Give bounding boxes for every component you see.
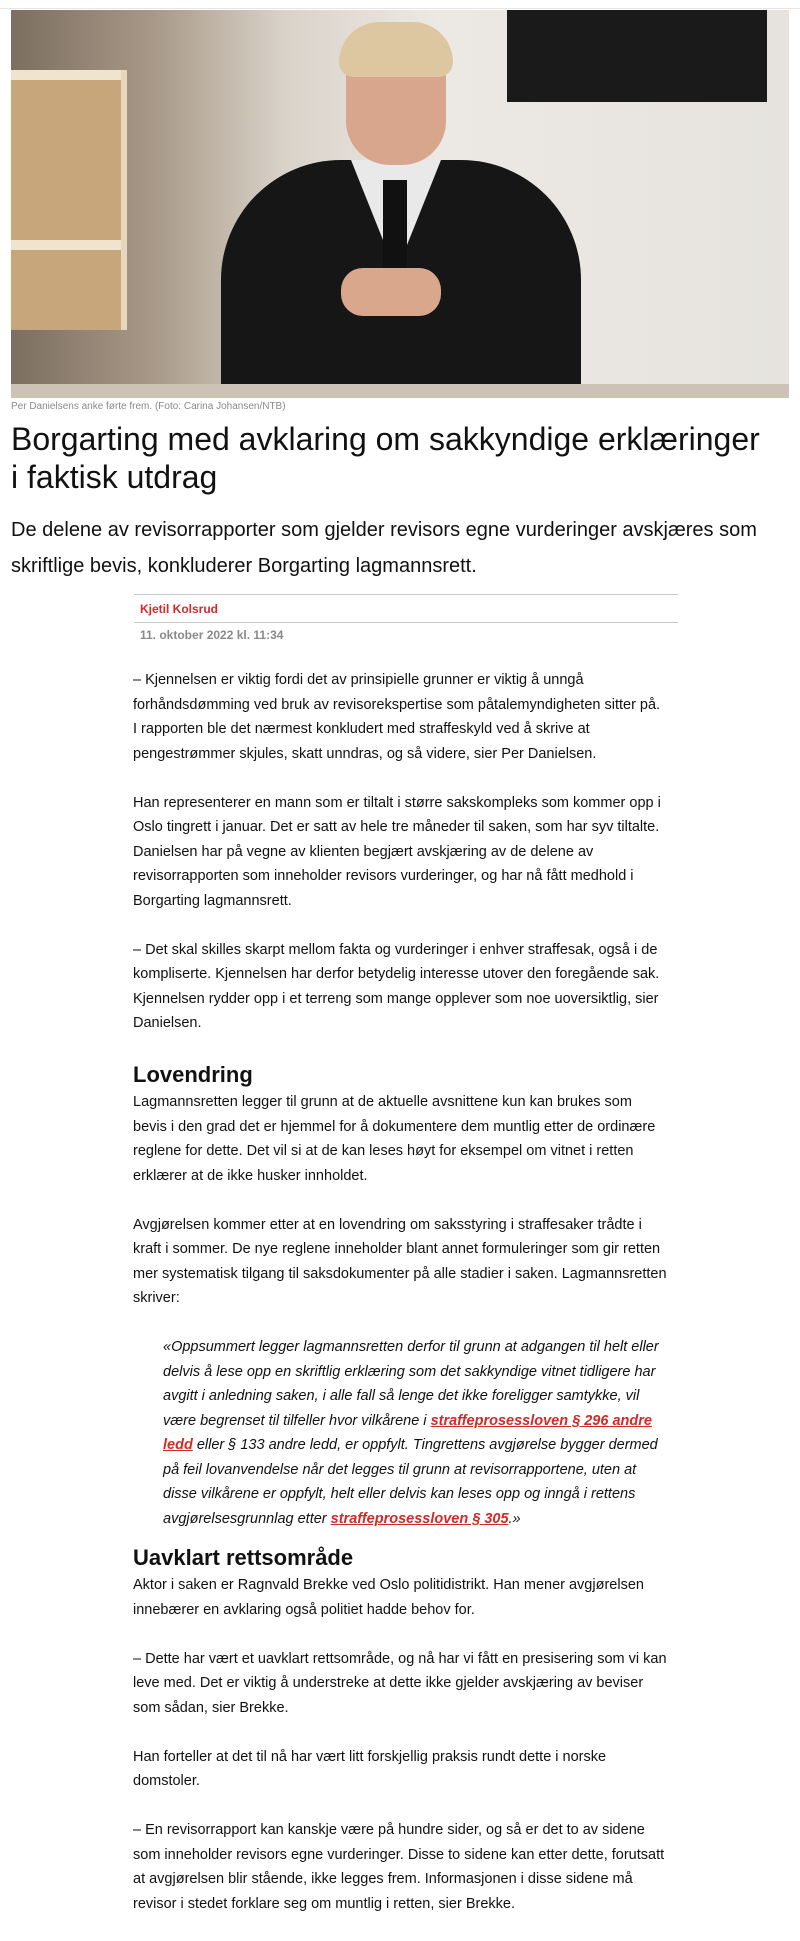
paragraph: Aktor i saken er Ragnvald Brekke ved Oslo politidistrikt. Han mener avgjørelsen innebærer en avklaring også politiet hadde behov for. bbox=[133, 1577, 644, 1618]
court-quote: «Oppsummert legger lagmannsretten derfor til grunn at adgangen til helt eller delvis å lese opp en skriftlig erklæring som det sakkyndige vitnet tidligere har avgitt i anledning saken, i alle fall så lenge det ikke foreligger samtykke, vil være begrenset til tilfeller hvor vilkårene i straffeprosessloven § 296 andre ledd eller § 133 andre ledd, er oppfylt. Tingrettens avgjørelse bygger dermed på feil lovanvendelse når det legges til grunn at revisorrapportene, uten at disse vilkårene er oppfylt, helt eller delvis kan leses opp og inngå i rettens avgjørelsesgrunnlag etter straffeprosessloven § 305.» bbox=[163, 1339, 659, 1527]
section-heading-uavklart: Uavklart rettsområde bbox=[133, 1545, 354, 1570]
photo-caption: Per Danielsens anke førte frem. (Foto: Carina Johansen/NTB) bbox=[11, 401, 286, 412]
paragraph: – Kjennelsen er viktig fordi det av prinsipielle grunner er viktig å unngå forhåndsdømming ved bruk av revisorekspertise som påtalemyndigheten sitter på. I rapporten ble det nærmest konkludert med straffeskyld ved å skrive at pengestrømmer skjules, skatt unndras, og så videre, sier Per Danielsen. bbox=[133, 672, 661, 762]
law-link-296[interactable]: straffeprosessloven § 296 andre ledd bbox=[163, 1412, 652, 1453]
article-title: Borgarting med avklaring om sakkyndige erklæringer i faktisk utdrag bbox=[11, 421, 760, 495]
person-hands bbox=[341, 268, 441, 316]
wall-screen bbox=[507, 10, 767, 102]
article-photo bbox=[11, 10, 789, 398]
paragraph: Han forteller at det til nå har vært litt forskjellig praksis rundt dette i norske domstoler. bbox=[133, 1748, 607, 1789]
paragraph: – En revisorrapport kan kanskje være på hundre sider, og så er det to av sidene som inneholder revisors egne vurderinger. Disse to sidene kan etter dette, forutsatt at avgjørelsen blir stående, ikke legges frem. Informasjonen i disse sidene må revisor i stedet forklare seg om muntlig i retten, sier Brekke. bbox=[133, 1822, 665, 1912]
publish-date: 11. oktober 2022 kl. 11:34 bbox=[140, 628, 284, 642]
shelf bbox=[11, 70, 127, 330]
paragraph: – Det skal skilles skarpt mellom fakta og vurderinger i enhver straffesak, også i de kompliserte. Kjennelsen har derfor betydelig interesse utover den foregående sak. Kjennelsen rydder opp i et terreng som mange opplever som noe uoversiktlig, sier Danielsen. bbox=[133, 941, 660, 1031]
byline bbox=[134, 594, 678, 642]
article-body bbox=[133, 668, 668, 1941]
law-link-305[interactable]: straffeprosessloven § 305 bbox=[330, 1510, 509, 1527]
paragraph: Han representerer en mann som er tiltalt i større sakskompleks som kommer opp i Oslo tingrett i januar. Det er satt av hele tre måneder til saken, som har syv tiltalte. Danielsen har på vegne av klienten begjært avskjæring av de delene av revisorrapporten som inneholder revisors vurderinger, og har nå fått medhold i Borgarting lagmannsrett. bbox=[133, 794, 661, 909]
author-name[interactable]: Kjetil Kolsrud bbox=[140, 602, 219, 616]
paragraph: Lagmannsretten legger til grunn at de aktuelle avsnittene kun kan brukes som bevis i den grad det er hjemmel for å dokumentere dem muntlig etter de ordinære reglene for dette. Det vil si at de kan leses høyt for eksempel om vitnet i retten erklærer at de ikke husker innholdet. bbox=[133, 1094, 656, 1184]
article-lead: De delene av revisorrapporter som gjelder revisors egne vurderinger avskjæres som skriftlige bevis, konkluderer Borgarting lagmannsrett. bbox=[11, 519, 757, 577]
paragraph: Avgjørelsen kommer etter at en lovendring om saksstyring i straffesaker trådte i kraft i sommer. De nye reglene inneholder blant annet formuleringer som gir retten mer systematisk tilgang til saksdokumenter på alle stadier i saken. Lagmannsretten skriver: bbox=[133, 1216, 667, 1306]
top-divider bbox=[0, 0, 800, 9]
paragraph: – Dette har vært et uavklart rettsområde, og nå har vi fått en presisering som vi kan leve med. Det er viktig å understreke at dette ikke gjelder avskjæring av beviser som sådan, sier Brekke. bbox=[133, 1650, 667, 1716]
section-heading-lovendring: Lovendring bbox=[133, 1062, 253, 1087]
